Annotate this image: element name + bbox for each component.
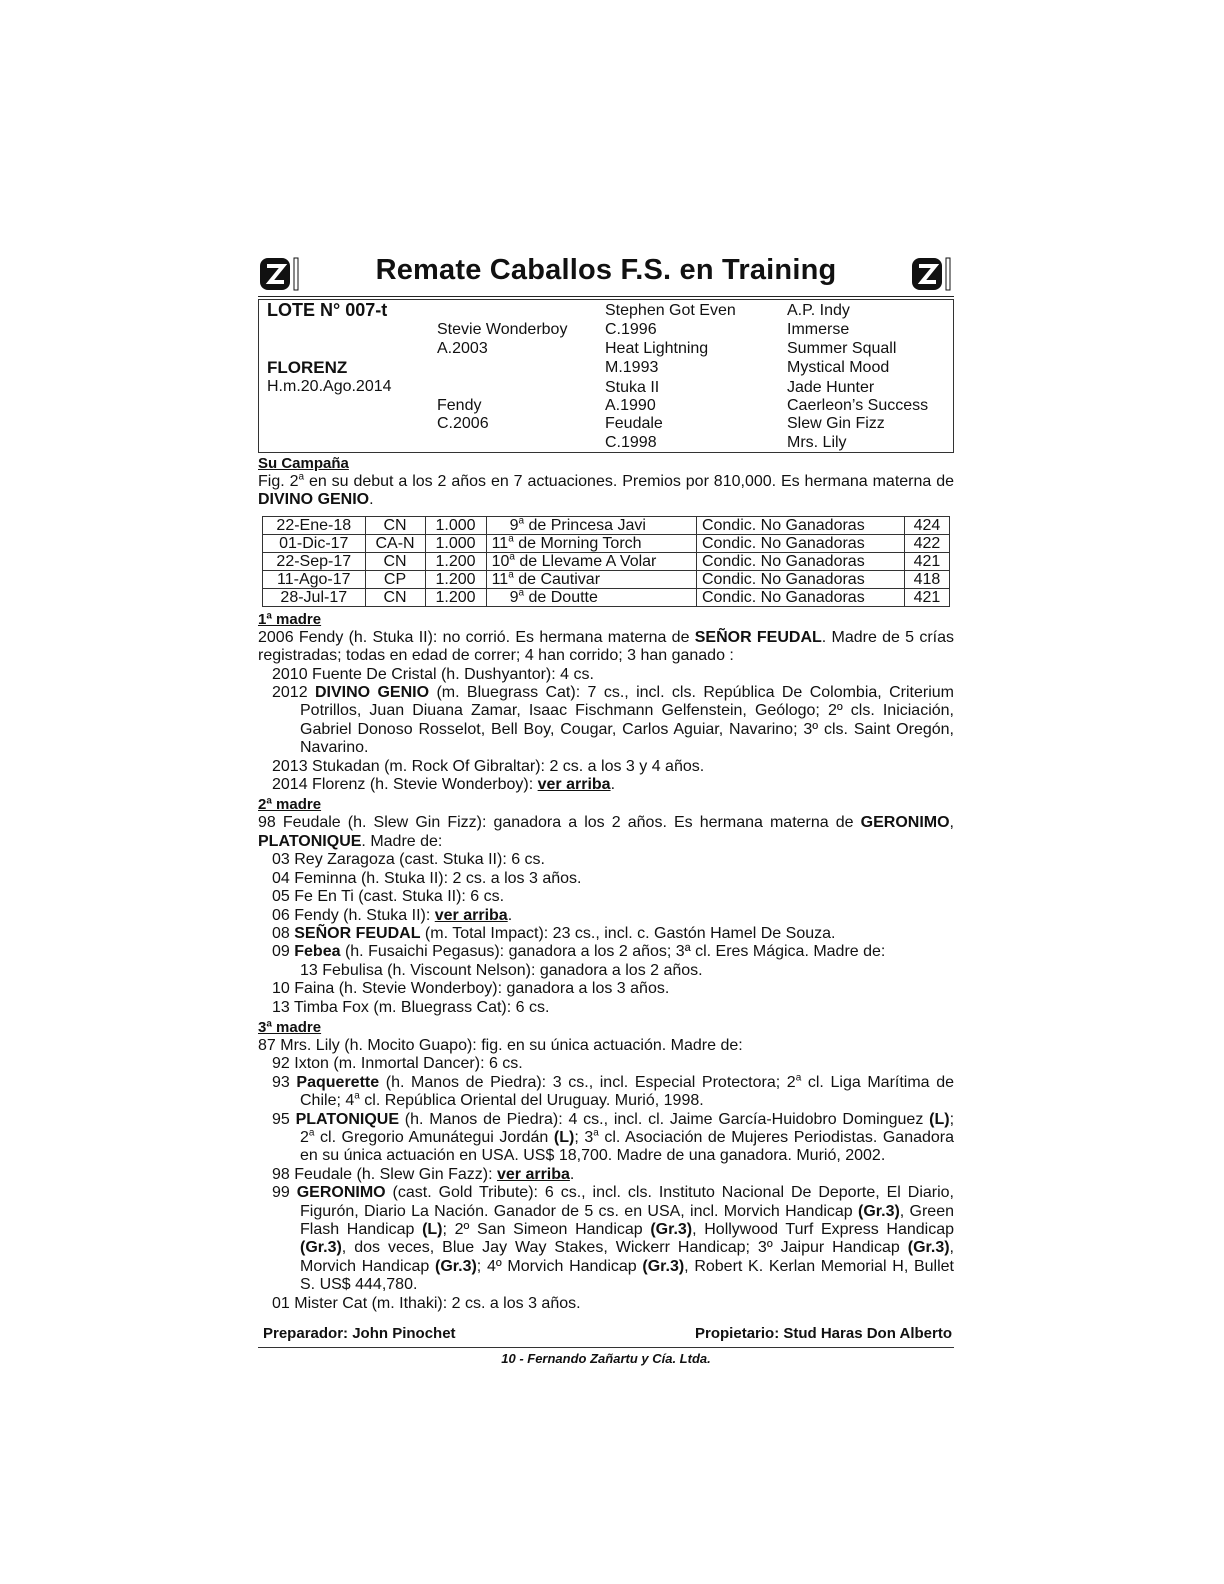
page-number: 10 - Fernando Zañartu y Cía. Ltda. bbox=[501, 1351, 711, 1367]
race-result: 11$^a$ de Cautivar bbox=[486, 570, 696, 588]
race-distance: 1.000 bbox=[425, 534, 486, 552]
list-item: 98 Feudale (h. Slew Gin Fazz): ver arriba. bbox=[272, 1165, 575, 1183]
grandsire-1: Stephen Got Even bbox=[605, 302, 736, 319]
page-title: Remate Caballos F.S. en Training bbox=[375, 254, 837, 286]
list-item: 06 Fendy (h. Stuka II): ver arriba. bbox=[272, 906, 513, 924]
race-number: 422 bbox=[904, 534, 949, 552]
list-item: 2010 Fuente De Cristal (h. Dushyantor): 4 cs. bbox=[272, 665, 594, 683]
list-item: 93 Paquerette (h. Manos de Piedra): 3 cs., incl. Especial Protectora; 2$^a$ cl. Liga Marítima de Chile; 4$^a$ cl. República Oriental del Uruguay. Murió, 1998. bbox=[272, 1072, 954, 1110]
grandsire-2-info: A.1990 bbox=[605, 397, 656, 414]
ancestor-5: Jade Hunter bbox=[787, 379, 875, 396]
list-item: 99 GERONIMO (cast. Gold Tribute): 6 cs., incl. cls. Instituto Nacional De Deporte, El Diario, Figurón, Diario La Nación. Ganador de 5 cs. en USA, incl. Morvich Handicap (Gr.3), Green Flash Handicap (L); 2º San Simeon Handicap (Gr.3), Hollywood Turf Express Handicap (Gr.3), dos veces, Blue Jay Way Stakes, Wickerr Handicap; 3º Jaipur Handicap (Gr.3), Morvich Handicap (Gr.3); 4º Morvich Handicap (Gr.3), Robert K. Kerlan Memorial H, Bullet S. US$ 444,780. bbox=[272, 1184, 955, 1294]
table-row bbox=[263, 534, 950, 552]
race-date: 11-Ago-17 bbox=[263, 570, 366, 588]
campaign-summary: Fig. 2$^a$ en su debut a los 2 años en 7 actuaciones. Premios por 810,000. Es hermana materna de DIVINO GENIO. bbox=[258, 471, 955, 509]
first-dam-heading: 1ª madre bbox=[258, 610, 322, 628]
list-item: 92 Ixton (m. Inmortal Dancer): 6 cs. bbox=[272, 1055, 523, 1073]
list-subitem: 13 Febulisa (h. Viscount Nelson): ganadora a los 2 años. bbox=[300, 961, 703, 979]
race-distance: 1.200 bbox=[425, 570, 486, 588]
see-above-link[interactable]: ver arriba bbox=[434, 906, 508, 924]
see-above-link[interactable]: ver arriba bbox=[537, 776, 611, 794]
race-distance: 1.200 bbox=[425, 552, 486, 570]
list-item: 09 Febea (h. Fusaichi Pegasus): ganadora a los 2 años; 3ª cl. Eres Mágica. Madre de: bbox=[272, 943, 886, 961]
race-result: 10$^a$ de Llevame A Volar bbox=[486, 552, 696, 570]
second-dam-heading: 2ª madre bbox=[258, 796, 322, 814]
race-number: 421 bbox=[904, 588, 949, 606]
race-track: CA-N bbox=[365, 534, 425, 552]
race-condition: Condic. No Ganadoras bbox=[696, 570, 904, 588]
race-track: CN bbox=[365, 552, 425, 570]
grandsire-1-info: C.1996 bbox=[605, 321, 657, 338]
list-item: 01 Mister Cat (m. Ithaki): 2 cs. a los 3 años. bbox=[272, 1294, 581, 1312]
table-row bbox=[263, 552, 950, 570]
list-item: 10 Faina (h. Stevie Wonderboy): ganadora a los 3 años. bbox=[272, 980, 670, 998]
race-condition: Condic. No Ganadoras bbox=[696, 534, 904, 552]
list-item: 2014 Florenz (h. Stevie Wonderboy): ver arriba. bbox=[272, 776, 616, 794]
list-item: 04 Feminna (h. Stuka II): 2 cs. a los 3 años. bbox=[272, 869, 582, 887]
catalog-page bbox=[258, 250, 954, 1366]
sire-name: Stevie Wonderboy bbox=[437, 321, 568, 338]
race-condition: Condic. No Ganadoras bbox=[696, 588, 904, 606]
race-date: 01-Dic-17 bbox=[263, 534, 366, 552]
list-item: 03 Rey Zaragoza (cast. Stuka II): 6 cs. bbox=[272, 851, 545, 869]
campaign-table bbox=[262, 516, 950, 607]
footer-credits bbox=[258, 1325, 954, 1342]
third-dam-heading: 3ª madre bbox=[258, 1018, 322, 1036]
grandsire-2: Stuka II bbox=[605, 379, 660, 396]
race-number: 418 bbox=[904, 570, 949, 588]
race-track: CN bbox=[365, 516, 425, 534]
race-date: 28-Jul-17 bbox=[263, 588, 366, 606]
race-distance: 1.200 bbox=[425, 588, 486, 606]
sire-info: A.2003 bbox=[437, 340, 488, 357]
horse-birth: H.m.20.Ago.2014 bbox=[267, 378, 392, 395]
fz-logo-icon bbox=[910, 254, 954, 294]
granddam-1-info: M.1993 bbox=[605, 359, 659, 376]
ancestor-7: Slew Gin Fizz bbox=[787, 415, 885, 432]
list-item: 2012 DIVINO GENIO (m. Bluegrass Cat): 7 cs., incl. cls. República De Colombia, Criterium Potrillos, Juan Diuana Zamar, Isaac Fischmann Gelfenstein, Geólogo; 2º cls. Iniciación, Gabriel Donoso Rosselot, Bell Boy, Cougar, Carlos Aguiar, Navarino; 3º cls. Saint Oregón, Navarino. bbox=[272, 684, 955, 757]
race-condition: Condic. No Ganadoras bbox=[696, 516, 904, 534]
first-dam-intro: 2006 Fendy (h. Stuka II): no corrió. Es hermana materna de SEÑOR FEUDAL. Madre de 5 crías registradas; todas en edad de correr; 4 han corrido; 3 han ganado : bbox=[258, 628, 954, 665]
race-track: CN bbox=[365, 588, 425, 606]
race-condition: Condic. No Ganadoras bbox=[696, 552, 904, 570]
pedigree-box bbox=[258, 299, 954, 453]
table-row bbox=[263, 570, 950, 588]
trainer-label: Preparador: John Pinochet bbox=[263, 1325, 456, 1343]
granddam-1: Heat Lightning bbox=[605, 340, 709, 357]
lot-number: LOTE N° 007-t bbox=[267, 300, 388, 320]
race-result: 11$^a$ de Morning Torch bbox=[486, 534, 696, 552]
ancestor-8: Mrs. Lily bbox=[787, 434, 847, 451]
ancestor-6: Caerleon’s Success bbox=[787, 397, 929, 414]
race-number: 424 bbox=[904, 516, 949, 534]
list-item: 08 SEÑOR FEUDAL (m. Total Impact): 23 cs., incl. c. Gastón Hamel De Souza. bbox=[272, 924, 836, 942]
race-distance: 1.000 bbox=[425, 516, 486, 534]
list-item: 95 PLATONIQUE (h. Manos de Piedra): 4 cs., incl. cl. Jaime García-Huidobro Dominguez (L); 2$^a$ cl. Gregorio Amunátegui Jordán (L); 3$^a$ cl. Asociación de Mujeres Periodistas. Ganadora en su única actuación en USA. US$ 18,700. Madre de una ganadora. Murió, 2002. bbox=[272, 1110, 955, 1165]
owner-label: Propietario: Stud Haras Don Alberto bbox=[695, 1325, 952, 1343]
see-above-link[interactable]: ver arriba bbox=[496, 1165, 570, 1183]
dam-info: C.2006 bbox=[437, 415, 489, 432]
table-row bbox=[263, 588, 950, 606]
ancestor-4: Mystical Mood bbox=[787, 359, 890, 376]
dam-name: Fendy bbox=[437, 397, 482, 414]
race-date: 22-Sep-17 bbox=[263, 552, 366, 570]
race-result: 9$^a$ de Princesa Javi bbox=[486, 516, 696, 534]
list-item: 13 Timba Fox (m. Bluegrass Cat): 6 cs. bbox=[272, 998, 550, 1016]
horse-name: FLORENZ bbox=[267, 358, 348, 377]
third-dam-intro: 87 Mrs. Lily (h. Mocito Guapo): fig. en su única actuación. Madre de: bbox=[258, 1036, 743, 1054]
race-track: CP bbox=[365, 570, 425, 588]
race-date: 22-Ene-18 bbox=[263, 516, 366, 534]
granddam-2: Feudale bbox=[605, 415, 663, 432]
campaign-heading: Su Campaña bbox=[258, 455, 349, 472]
race-result: 9$^a$ de Doutte bbox=[486, 588, 696, 606]
footer-divider bbox=[258, 1347, 954, 1348]
ancestor-1: A.P. Indy bbox=[787, 302, 850, 319]
ancestor-2: Immerse bbox=[787, 321, 850, 338]
race-number: 421 bbox=[904, 552, 949, 570]
granddam-2-info: C.1998 bbox=[605, 434, 657, 451]
table-row bbox=[263, 516, 950, 534]
list-item: 05 Fe En Ti (cast. Stuka II): 6 cs. bbox=[272, 888, 505, 906]
page-header bbox=[258, 250, 954, 297]
second-dam-intro: 98 Feudale (h. Slew Gin Fizz): ganadora a los 2 años. Es hermana materna de GERONIMO, PLATONIQUE. Madre de: bbox=[258, 814, 954, 850]
list-item: 2013 Stukadan (m. Rock Of Gibraltar): 2 cs. a los 3 y 4 años. bbox=[272, 757, 705, 775]
ancestor-3: Summer Squall bbox=[787, 340, 897, 357]
